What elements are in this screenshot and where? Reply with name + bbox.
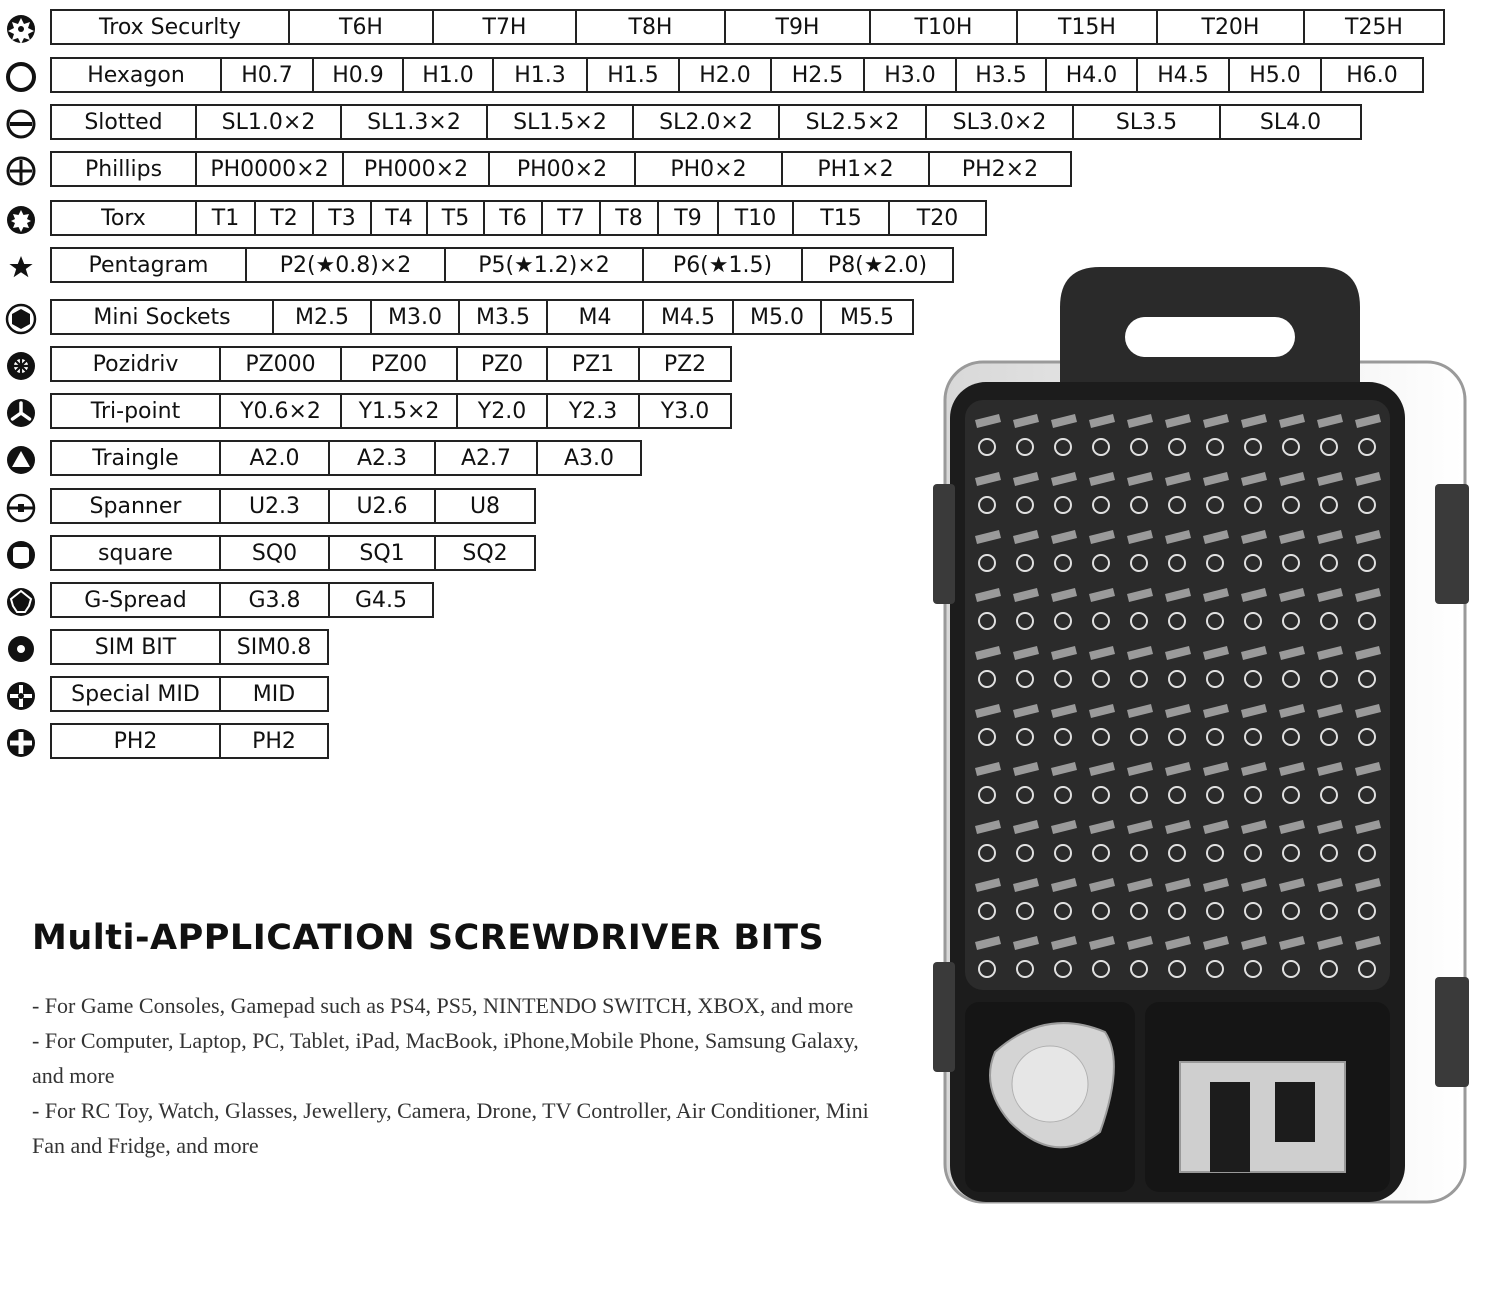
ph2-icon <box>5 727 37 759</box>
bit-size-cell: SL1.3×2 <box>340 104 488 140</box>
bit-size-cell: T1 <box>195 200 256 236</box>
sim-bit-icon <box>5 633 37 665</box>
bit-type-label: PH2 <box>50 723 221 759</box>
bit-size-cell: P5(★1.2)×2 <box>444 247 644 283</box>
bit-row <box>0 9 1500 49</box>
bit-size-cell: T20 <box>888 200 987 236</box>
bit-type-label: Phillips <box>50 151 197 187</box>
bit-size-cell: PH0×2 <box>634 151 783 187</box>
bit-size-cell: H0.7 <box>220 57 314 93</box>
bit-type-label: Tri-point <box>50 393 221 429</box>
bit-size-cell: Y3.0 <box>638 393 732 429</box>
mini-socket-icon <box>5 303 37 335</box>
special-mid-icon <box>5 680 37 712</box>
bit-size-cell: SIM0.8 <box>219 629 329 665</box>
bit-size-cell: A3.0 <box>536 440 642 476</box>
screwdriver-kit-case-icon <box>925 262 1485 1302</box>
bit-size-cell: T20H <box>1156 9 1305 45</box>
bit-row <box>0 104 1500 144</box>
application-bullet: - For Computer, Laptop, PC, Tablet, iPad, MacBook, iPhone,Mobile Phone, Samsung Galaxy, and more <box>32 1028 859 1088</box>
bit-size-cell: H0.9 <box>312 57 404 93</box>
bit-size-cell: SL1.5×2 <box>486 104 634 140</box>
bit-size-cell: T15H <box>1016 9 1158 45</box>
bit-size-cell: SQ1 <box>328 535 436 571</box>
bit-type-label: G-Spread <box>50 582 221 618</box>
pozidriv-icon <box>5 350 37 382</box>
bit-size-cell: PZ00 <box>340 346 458 382</box>
bit-size-cell: PZ1 <box>546 346 640 382</box>
bit-size-cell: SL3.0×2 <box>925 104 1074 140</box>
bit-size-cell: M4.5 <box>642 299 734 335</box>
bit-size-cell: H4.5 <box>1136 57 1230 93</box>
spanner-icon <box>5 492 37 524</box>
bit-size-cell: T3 <box>312 200 372 236</box>
bit-size-cell: A2.3 <box>328 440 436 476</box>
bit-size-cell: M4 <box>546 299 644 335</box>
bit-size-cell: PZ2 <box>638 346 732 382</box>
bit-size-cell: T10H <box>869 9 1018 45</box>
bit-size-cell: T7 <box>541 200 601 236</box>
bit-size-cell: PH00×2 <box>488 151 636 187</box>
bit-type-label: square <box>50 535 221 571</box>
phillips-icon <box>5 155 37 187</box>
bit-size-cell: U8 <box>434 488 536 524</box>
bit-size-cell: H1.5 <box>586 57 680 93</box>
bit-type-label: Special MID <box>50 676 221 712</box>
bit-size-cell: A2.7 <box>434 440 538 476</box>
bit-size-cell: PH2×2 <box>928 151 1072 187</box>
bit-type-label: Hexagon <box>50 57 222 93</box>
bit-type-label: Pentagram <box>50 247 247 283</box>
bit-type-label: Spanner <box>50 488 221 524</box>
bit-size-cell: M5.5 <box>820 299 914 335</box>
bit-size-cell: H2.0 <box>678 57 772 93</box>
bit-size-cell: T9 <box>657 200 719 236</box>
bit-size-cell: P2(★0.8)×2 <box>245 247 446 283</box>
bit-size-cell: M2.5 <box>272 299 372 335</box>
bit-size-cell: T25H <box>1303 9 1445 45</box>
bit-row <box>0 151 1500 191</box>
bit-type-label: SIM BIT <box>50 629 221 665</box>
bit-size-cell: SL4.0 <box>1219 104 1362 140</box>
bit-size-cell: Y2.0 <box>456 393 548 429</box>
bit-size-cell: H3.5 <box>955 57 1047 93</box>
bit-size-cell: T2 <box>254 200 314 236</box>
bit-size-cell: M3.0 <box>370 299 460 335</box>
bit-row <box>0 57 1500 97</box>
bit-size-cell: SL2.0×2 <box>632 104 780 140</box>
hexagon-icon <box>5 61 37 93</box>
bit-size-cell: PH2 <box>219 723 329 759</box>
bit-size-cell: PH1×2 <box>781 151 930 187</box>
bit-size-cell: T4 <box>370 200 428 236</box>
bit-size-cell: A2.0 <box>219 440 330 476</box>
bit-size-cell: G4.5 <box>328 582 434 618</box>
torx-icon <box>5 204 37 236</box>
torx-security-icon <box>5 13 37 45</box>
slotted-icon <box>5 108 37 140</box>
bit-size-cell: H5.0 <box>1228 57 1322 93</box>
bit-size-cell: H4.0 <box>1045 57 1138 93</box>
bit-size-cell: H1.0 <box>402 57 494 93</box>
bit-size-cell: Y2.3 <box>546 393 640 429</box>
bit-type-label: Slotted <box>50 104 197 140</box>
bit-size-cell: SL2.5×2 <box>778 104 927 140</box>
application-list <box>32 988 872 1163</box>
bit-type-label: Trox Securlty <box>50 9 290 45</box>
g-spread-icon <box>5 586 37 618</box>
bit-size-cell: T5 <box>426 200 485 236</box>
bit-size-cell: Y0.6×2 <box>219 393 342 429</box>
square-icon <box>5 539 37 571</box>
bit-size-cell: H2.5 <box>770 57 865 93</box>
bit-size-cell: PH0000×2 <box>195 151 344 187</box>
bit-type-label: Torx <box>50 200 197 236</box>
bit-row <box>0 200 1500 240</box>
bit-size-cell: P6(★1.5) <box>642 247 803 283</box>
bit-size-cell: U2.3 <box>219 488 330 524</box>
bit-size-cell: PH000×2 <box>342 151 490 187</box>
bit-size-cell: P8(★2.0) <box>801 247 954 283</box>
page-heading: Multi-APPLICATION SCREWDRIVER BITS <box>32 918 825 958</box>
application-bullet: - For Game Consoles, Gamepad such as PS4, PS5, NINTENDO SWITCH, XBOX, and more <box>32 993 854 1018</box>
bit-size-cell: M5.0 <box>732 299 822 335</box>
bit-size-cell: T10 <box>717 200 794 236</box>
bit-size-cell: SL3.5 <box>1072 104 1221 140</box>
bit-size-cell: T7H <box>432 9 577 45</box>
bit-type-label: Mini Sockets <box>50 299 274 335</box>
bit-size-cell: T8 <box>599 200 659 236</box>
tri-point-icon <box>5 397 37 429</box>
pentagram-icon <box>5 251 37 283</box>
bit-size-cell: T15 <box>792 200 890 236</box>
bit-size-cell: MID <box>219 676 329 712</box>
bit-size-cell: U2.6 <box>328 488 436 524</box>
bit-size-cell: PZ000 <box>219 346 342 382</box>
bit-size-cell: Y1.5×2 <box>340 393 458 429</box>
bit-size-cell: SQ2 <box>434 535 536 571</box>
bit-size-cell: PZ0 <box>456 346 548 382</box>
bit-type-label: Pozidriv <box>50 346 221 382</box>
bit-size-cell: H3.0 <box>863 57 957 93</box>
application-bullet: - For RC Toy, Watch, Glasses, Jewellery, Camera, Drone, TV Controller, Air Conditioner, Mini Fan and Fridge, and more <box>32 1098 869 1158</box>
triangle-icon <box>5 444 37 476</box>
bit-size-cell: SQ0 <box>219 535 330 571</box>
bit-size-cell: H6.0 <box>1320 57 1424 93</box>
bit-size-cell: H1.3 <box>492 57 588 93</box>
bit-size-cell: G3.8 <box>219 582 330 618</box>
bit-type-label: Traingle <box>50 440 221 476</box>
bit-size-cell: M3.5 <box>458 299 548 335</box>
bit-size-cell: T9H <box>724 9 871 45</box>
bit-size-cell: T6 <box>483 200 543 236</box>
bit-size-cell: T8H <box>575 9 726 45</box>
bit-size-cell: T6H <box>288 9 434 45</box>
bit-size-cell: SL1.0×2 <box>195 104 342 140</box>
